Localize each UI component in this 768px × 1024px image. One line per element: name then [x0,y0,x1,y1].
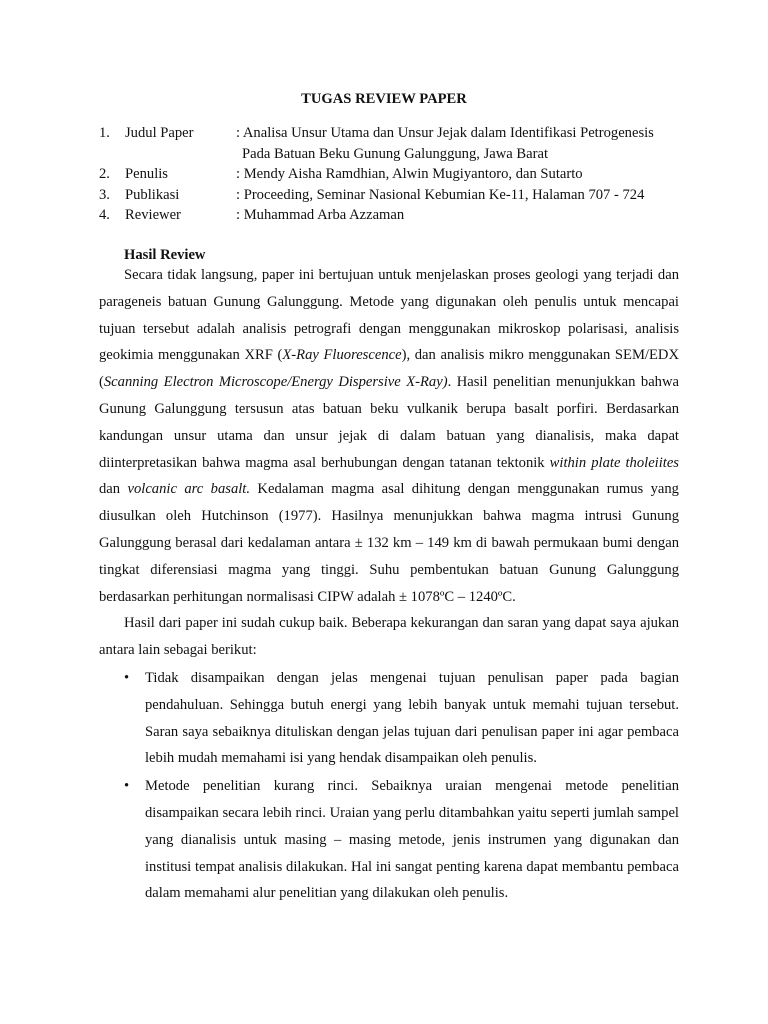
italic-term: within plate tholeiites [549,454,679,471]
meta-value-line1: : Analisa Unsur Utama dan Unsur Jejak dalam Identifikasi Petrogenesis [236,125,654,141]
text-run: Secara tidak langsung, paper ini bertujuan untuk menjelaskan proses geologi yang terjadi dan parageneis batuan Gunung Galunggung. Metode yang digunakan oleh penulis untuk mencapai tujuan tersebut adalah analisis petrografi dengan menggunakan mikroskop polarisasi, analisis geokimia menggunakan XRF ( [99,267,679,364]
meta-row-publikasi [99,185,699,206]
list-item [99,773,679,907]
meta-label: Judul Paper [125,125,194,141]
review-paragraph-1 [99,262,679,610]
bullet-icon: • [124,669,130,686]
meta-label: Penulis [125,166,168,183]
section-heading: Hasil Review [124,247,206,263]
meta-value: : Mendy Aisha Ramdhian, Alwin Mugiyantoro, dan Sutarto [236,166,583,183]
page-title: TUGAS REVIEW PAPER [301,91,467,107]
text-run: ), dan analisis mikro menggunakan SEM/EDX ( [99,347,679,391]
list-item-text: Metode penelitian kurang rinci. Sebaiknya uraian mengenai metode penelitian disampaikan secara lebih rinci. Uraian yang perlu ditambahkan yaitu seperti jumlah sampel yang dianalisis untuk masing – masing metode, jenis instrumen yang digunakan dan institusi tempat analisis dilakukan. Hal ini sangat penting karena dapat membantu pembaca dalam memahami alur penelitian yang dilakukan oleh penulis. [145,778,679,902]
italic-term: volcanic arc basalt. [127,481,251,498]
meta-number: 3. [99,186,110,203]
list-item-text: Tidak disampaikan dengan jelas mengenai tujuan penulisan paper pada bagian pendahuluan. Sehingga butuh energi yang lebih banyak untuk memahi tujuan tersebut. Saran saya sebaiknya dituliskan dengan jelas tujuan dari penulisan paper ini agar pembaca lebih mudah memahami isi yang hendak disampaikan oleh penulis. [145,669,679,767]
bullet-icon: • [124,778,130,795]
meta-value-line2: Pada Batuan Beku Gunung Galunggung, Jawa Barat [242,145,548,162]
list-item [99,665,679,772]
meta-row-judul [99,123,699,164]
text-run: dan [99,481,128,498]
italic-term: X-Ray Fluorescence [282,347,402,364]
meta-label: Publikasi [125,186,180,203]
meta-number: 1. [99,125,110,141]
meta-label: Reviewer [125,207,181,224]
meta-value: : Muhammad Arba Azzaman [236,207,405,224]
review-paragraph-2: Hasil dari paper ini sudah cukup baik. Beberapa kekurangan dan saran yang dapat saya ajukan antara lain sebagai berikut: [99,615,679,659]
text-run: Kedalaman magma asal dihitung dengan menggunakan rumus yang diusulkan oleh Hutchinson (1977). Hasilnya menunjukkan bahwa magma intrusi Gunung Galunggung berasal dari kedalaman antara ± 132 km – 149 km di bawah permukaan bumi dengan tingkat diferensiasi magma yang tinggi. Suhu pembentukan batuan Gunung Galunggung berdasarkan perhitungan normalisasi CIPW adalah ± 1078ºC – 1240ºC. [99,481,679,605]
review-body [99,262,679,907]
meta-value [236,123,696,164]
meta-number: 2. [99,166,110,183]
meta-value: : Proceeding, Seminar Nasional Kebumian Ke-11, Halaman 707 - 724 [236,186,645,203]
meta-row-reviewer [99,205,699,226]
meta-row-penulis [99,164,699,185]
suggestion-list [99,665,679,907]
italic-term: Scanning Electron Microscope/Energy Dispersive X-Ray) [103,374,448,391]
paper-metadata [99,123,699,226]
text-run: . Hasil penelitian menunjukkan bahwa Gunung Galunggung tersusun atas batuan beku vulkanik berupa basalt porfiri. Berdasarkan kandungan unsur utama dan unsur jejak di dalam batuan yang dianalisis, maka dapat diinterpretasikan bahwa magma asal berhubungan dengan tatanan tektonik [99,374,679,471]
meta-number: 4. [99,207,110,224]
